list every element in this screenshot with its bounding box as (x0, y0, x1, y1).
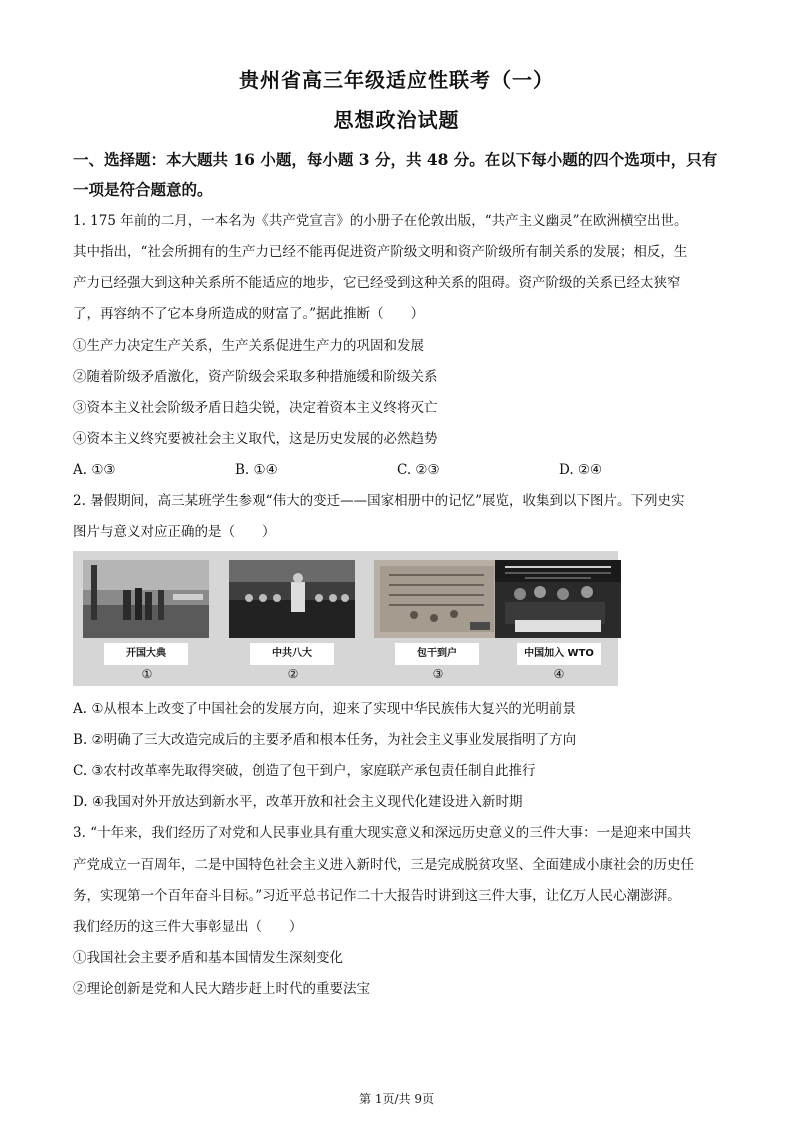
caption-1: 开国大典 (104, 643, 188, 665)
page-title: 贵州省高三年级适应性联考（一） (239, 68, 554, 92)
q2-line: 图片与意义对应正确的是（ ） (73, 524, 276, 540)
q1-option-c[interactable]: C. ②③ (397, 462, 440, 478)
caption-2: 中共八大 (250, 643, 334, 665)
q2-option-c[interactable]: C. ③农村改革率先取得突破，创造了包干到户，家庭联产承包责任制自此推行 (73, 763, 536, 779)
q2-option-a[interactable]: A. ①从根本上改变了中国社会的发展方向，迎来了实现中华民族伟大复兴的光明前景 (73, 701, 576, 717)
q1-option-b[interactable]: B. ①④ (235, 462, 278, 478)
photo-household-contract (374, 560, 500, 638)
q2-option-d[interactable]: D. ④我国对外开放达到新水平，改革开放和社会主义现代化建设进入新时期 (73, 794, 523, 810)
page-subtitle: 思想政治试题 (333, 108, 460, 132)
caption-4: 中国加入 WTO (517, 643, 601, 665)
section-heading: 一、选择题：本大题共 16 小题，每小题 3 分，共 48 分。在以下每小题的四个选项中，只有一项是符合题意的。 (73, 150, 718, 199)
q2-line: 2. 暑假期间，高三某班学生参观“伟大的变迁——国家相册中的记忆”展览，收集到以下图片。下列史实 (73, 493, 685, 509)
q1-line: 了，再容纳不了它本身所造成的财富了。”据此推断（ ） (73, 306, 425, 322)
q1-line: 1. 175 年前的二月，一本名为《共产党宣言》的小册子在伦敦出版，“共产主义幽灵”在欧洲横空出世。 (73, 213, 688, 229)
q3-line: 我们经历的这三件大事彰显出（ ） (73, 919, 303, 935)
image-number-4: ④ (553, 667, 565, 681)
q1-statement: ④资本主义终究要被社会主义取代，这是历史发展的必然趋势 (73, 431, 438, 447)
q3-line: 3. “十年来，我们经历了对党和人民事业具有重大现实意义和深远历史意义的三件大事：一是迎来中国共 (73, 825, 692, 841)
caption-3: 包干到户 (395, 643, 479, 665)
q3-statement: ①我国社会主要矛盾和基本国情发生深刻变化 (73, 950, 343, 966)
q1-option-d[interactable]: D. ②④ (559, 462, 603, 478)
q3-line: 务，实现第一个百年奋斗目标。”习近平总书记作二十大报告时讲到这三件大事，让亿万人民心潮澎湃。 (73, 888, 681, 904)
image-number-2: ② (287, 667, 299, 681)
q1-line: 其中指出，“社会所拥有的生产力已经不能再促进资产阶级文明和资产阶级所有制关系的发展；相反，生 (73, 244, 688, 260)
q1-statement: ③资本主义社会阶级矛盾日趋尖锐，决定着资本主义终将灭亡 (73, 400, 438, 416)
q1-option-a[interactable]: A. ①③ (73, 462, 116, 478)
image-number-1: ① (141, 667, 153, 681)
photo-wto-signing (495, 560, 621, 638)
q3-line: 产党成立一百周年，二是中国特色社会主义进入新时代，三是完成脱贫攻坚、全面建成小康社会的历史任 (73, 857, 694, 873)
q1-line: 产力已经强大到这种关系所不能适应的地步，它已经受到这种关系的阻碍。资产阶级的关系已经太狭窄 (73, 275, 681, 291)
photo-eighth-congress (229, 560, 355, 638)
page-footer: 第 1页/共 9页 (359, 1092, 434, 1106)
q1-statement: ①生产力决定生产关系，生产关系促进生产力的巩固和发展 (73, 338, 424, 354)
q3-statement: ②理论创新是党和人民大踏步赶上时代的重要法宝 (73, 981, 370, 997)
image-number-3: ③ (432, 667, 444, 681)
q2-image-strip (73, 551, 618, 686)
q2-option-b[interactable]: B. ②明确了三大改造完成后的主要矛盾和根本任务，为社会主义事业发展指明了方向 (73, 732, 577, 748)
q1-statement: ②随着阶级矛盾激化，资产阶级会采取多种措施缓和阶级关系 (73, 369, 438, 385)
photo-founding-ceremony (83, 560, 209, 638)
